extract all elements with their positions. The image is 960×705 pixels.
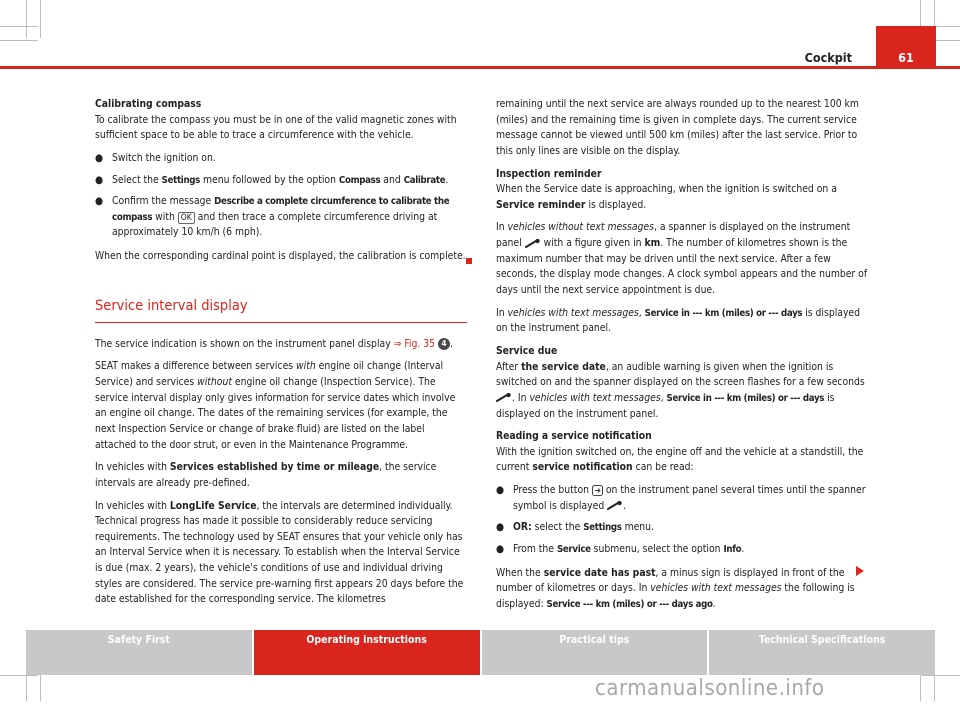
right-column	[496, 97, 868, 620]
tab-practical-tips[interactable]: Practical tips	[482, 630, 708, 675]
calibrating-end: When the corresponding cardinal point is displayed, the calibration is complete.	[95, 250, 466, 263]
list-item: ● OR: select the Settings menu.	[496, 520, 868, 536]
bullet-icon: ●	[496, 521, 505, 534]
chapter-title: Cockpit	[804, 50, 852, 65]
service-submenu-label: Service	[556, 544, 591, 556]
calibrating-intro: To calibrate the compass you must be in one of the valid magnetic zones with sufficient space to be able to trace a circumference with the vehicle.	[95, 113, 457, 142]
inspection-reminder-heading: Inspection reminder	[496, 167, 602, 180]
bullet-icon: ●	[496, 543, 505, 556]
list-item: ● From the Service submenu, select the option Info.	[496, 542, 868, 558]
crop-mark	[0, 675, 38, 676]
crop-mark	[40, 0, 41, 38]
crop-mark	[922, 675, 960, 676]
reset-button-icon	[592, 485, 603, 496]
paragraph: remaining until the next service are always rounded up to the nearest 100 km (miles) and the remaining time is given in complete days. The current service message cannot be viewed until 500 km (miles) after the last service. Prior to this only lines are visible on the display.	[496, 98, 859, 157]
paragraph: The service indication is shown on the instrument panel display ⇒ Fig. 35 4 .	[95, 337, 453, 350]
crop-mark	[0, 40, 38, 41]
display-message: Service --- km (miles) or --- days ago	[546, 598, 713, 610]
list-item: ● Confirm the message Describe a complete circumference to calibrate the compass with OK and then trace a complete circumference driving at approximately 10 km/h (6 mph).	[95, 195, 450, 239]
section-end-icon	[466, 258, 472, 264]
ok-button-icon: OK	[178, 212, 195, 224]
watermark: carmanualsonline.info	[595, 676, 825, 701]
calibrating-compass-heading: Calibrating compass	[95, 98, 202, 110]
paragraph: SEAT makes a difference between services with engine oil change (Interval Service) and services without engine oil change (Inspection Service). The service interval display only gives information for service dates which involve an engine oil change. The dates of the remaining services (for example, the next Inspection Service or change of brake fluid) are listed on the label attached to the door strut, or even in the Maintenance Programme.	[95, 360, 456, 451]
callout-number-icon: 4	[438, 338, 450, 350]
list-item: ● Select the Settings menu followed by the option Compass and Calibrate.	[95, 173, 467, 189]
list-item: ● Switch the ignition on.	[95, 151, 467, 167]
paragraph: In vehicles with LongLife Service, the intervals are determined individually. Technical progress has made it possible to considerably reduce servicing requirements. The technology used by SEAT ensures that your vehicle only has an Interval Service when it is necessary. To establish when the Interval Service is due (max. 2 years), the vehicle's conditions of use and individual driving styles are considered. The service pre-warning first appears 20 days before the date established for the corresponding service. The kilometres	[95, 499, 464, 606]
paragraph: In vehicles with text messages, Service in --- km (miles) or --- days is displayed on the instrument panel.	[496, 306, 861, 335]
display-message: Service in --- km (miles) or --- days	[666, 392, 825, 404]
spanner-icon	[525, 239, 541, 248]
paragraph: When the service date has past, a minus sign is displayed in front of the number of kilometres or days. In vehicles with text messages the following is displayed: Service --- km (miles) or --- days ago.	[496, 566, 855, 610]
settings-menu-label: Settings	[161, 174, 201, 186]
crop-mark	[26, 0, 27, 38]
list-item: ● Press the button on the instrument panel several times until the spanner symbol is displayed .	[496, 484, 866, 512]
bullet-icon: ●	[95, 151, 104, 164]
section-title: Service interval display	[95, 295, 467, 323]
display-message: Service in --- km (miles) or --- days	[644, 307, 803, 319]
figure-reference: ⇒ Fig. 35	[393, 337, 438, 350]
paragraph: After the service date, an audible warning is given when the ignition is switched on and the spanner displayed on the screen flashes for a few seconds . In vehicles with text messages, Service in --- km (miles) or --- days is displayed on the instrument panel.	[496, 360, 865, 420]
footer-nav	[26, 630, 935, 675]
paragraph: In vehicles without text messages, a spanner is displayed on the instrument panel with a figure given in km. The number of kilometres shown is the maximum number that may be driven until the next service. After a few seconds, the display mode changes. A clock symbol appears and the number of days until the next service appointment is due.	[496, 221, 868, 297]
paragraph: When the Service date is approaching, when the ignition is switched on a Service reminder is displayed.	[496, 183, 837, 211]
bullet-icon: ●	[496, 484, 505, 497]
spanner-icon	[496, 393, 512, 402]
settings-menu-label: Settings	[583, 522, 622, 534]
bullet-icon: ●	[95, 173, 104, 186]
page-number: 61	[898, 50, 914, 65]
calibrate-option-label: Calibrate	[403, 174, 446, 186]
paragraph: With the ignition switched on, the engine off and the vehicle at a standstill, the current service notification can be read:	[496, 445, 864, 474]
crop-mark	[0, 26, 38, 27]
paragraph: In vehicles with Services established by time or mileage, the service intervals are already pre-defined.	[95, 461, 437, 489]
bullet-icon: ●	[95, 195, 104, 208]
service-due-heading: Service due	[496, 344, 558, 357]
tab-safety-first[interactable]: Safety First	[26, 630, 252, 675]
display-message: Describe a complete circumference to calibrate the compass	[112, 196, 450, 223]
tab-operating-instructions[interactable]: Operating instructions	[254, 630, 480, 675]
reading-notification-heading: Reading a service notification	[496, 430, 652, 443]
tab-technical-specifications[interactable]: Technical Specifications	[709, 630, 935, 675]
info-option-label: Info	[723, 544, 742, 556]
left-column	[95, 97, 467, 615]
spanner-icon	[607, 501, 623, 510]
compass-option-label: Compass	[338, 174, 381, 186]
continue-arrow-icon	[856, 566, 864, 576]
